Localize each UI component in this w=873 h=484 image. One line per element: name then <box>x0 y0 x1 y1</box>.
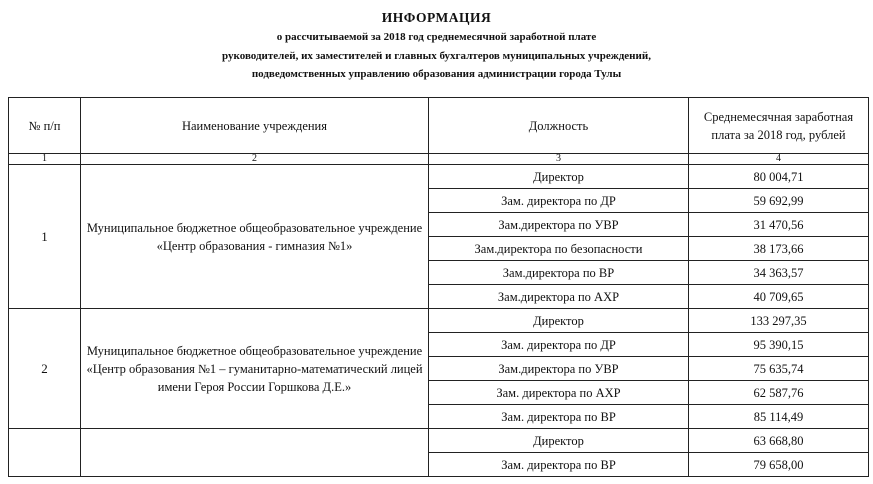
salary-cell: 31 470,56 <box>689 213 869 237</box>
institution-index <box>9 429 81 477</box>
institution-name: Муниципальное бюджетное общеобразовательное учреждение «Центр образования - гимназия №1» <box>81 165 429 309</box>
salary-cell: 79 658,00 <box>689 453 869 477</box>
position-cell: Директор <box>429 165 689 189</box>
salary-cell: 38 173,66 <box>689 237 869 261</box>
column-header-position: Должность <box>429 98 689 154</box>
salary-cell: 133 297,35 <box>689 309 869 333</box>
salary-cell: 40 709,65 <box>689 285 869 309</box>
salary-cell: 75 635,74 <box>689 357 869 381</box>
table-row <box>9 429 869 453</box>
position-cell: Зам.директора по УВР <box>429 213 689 237</box>
position-cell: Зам.директора по ВР <box>429 261 689 285</box>
salary-table <box>8 97 869 477</box>
column-header-salary: Среднемесячная заработная плата за 2018 год, рублей <box>689 98 869 154</box>
subtitle-line-3: подведомственных управлению образования администрации города Тулы <box>251 68 622 80</box>
column-number: 4 <box>689 154 869 165</box>
table-header-row <box>9 98 869 154</box>
salary-cell: 80 004,71 <box>689 165 869 189</box>
institution-index: 2 <box>9 309 81 429</box>
position-cell: Зам. директора по ВР <box>429 453 689 477</box>
position-cell: Зам.директора по безопасности <box>429 237 689 261</box>
salary-cell: 59 692,99 <box>689 189 869 213</box>
position-cell: Зам. директора по ВР <box>429 405 689 429</box>
column-header-institution: Наименование учреждения <box>81 98 429 154</box>
salary-cell: 85 114,49 <box>689 405 869 429</box>
column-number-row <box>9 154 869 165</box>
subtitle-line-1: о рассчитываемой за 2018 год среднемесячной заработной плате <box>276 31 597 43</box>
position-cell: Зам.директора по АХР <box>429 285 689 309</box>
document-title: ИНФОРМАЦИЯ <box>381 10 492 25</box>
position-cell: Зам.директора по УВР <box>429 357 689 381</box>
column-number: 1 <box>9 154 81 165</box>
column-header-number: № п/п <box>9 98 81 154</box>
institution-index: 1 <box>9 165 81 309</box>
salary-cell: 95 390,15 <box>689 333 869 357</box>
institution-name <box>81 429 429 477</box>
table-row <box>9 165 869 189</box>
position-cell: Зам. директора по ДР <box>429 189 689 213</box>
position-cell: Директор <box>429 429 689 453</box>
subtitle-line-2: руководителей, их заместителей и главных бухгалтеров муниципальных учреждений, <box>222 50 651 62</box>
column-number: 3 <box>429 154 689 165</box>
salary-cell: 63 668,80 <box>689 429 869 453</box>
salary-cell: 62 587,76 <box>689 381 869 405</box>
position-cell: Зам. директора по АХР <box>429 381 689 405</box>
salary-cell: 34 363,57 <box>689 261 869 285</box>
position-cell: Директор <box>429 309 689 333</box>
institution-name: Муниципальное бюджетное общеобразовательное учреждение «Центр образования №1 – гуманитарно-математический лицей имени Героя России Горшкова Д.Е.» <box>81 309 429 429</box>
table-row <box>9 309 869 333</box>
position-cell: Зам. директора по ДР <box>429 333 689 357</box>
column-number: 2 <box>81 154 429 165</box>
